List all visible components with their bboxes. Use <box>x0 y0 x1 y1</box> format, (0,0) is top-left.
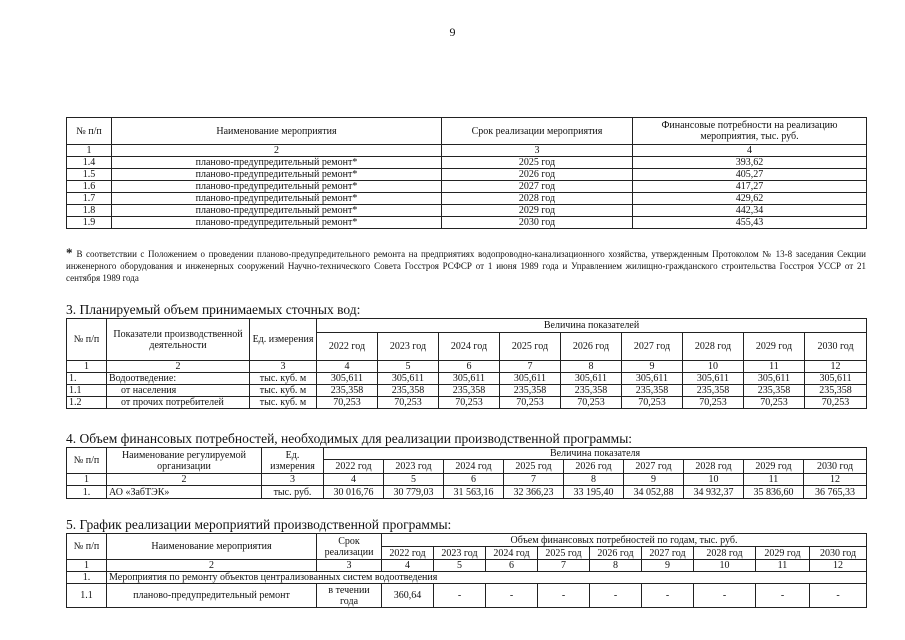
footnote <box>66 247 866 284</box>
row-term: в течении года <box>317 584 382 608</box>
col-number: 2 <box>112 145 442 157</box>
col-number: 7 <box>538 560 590 572</box>
row-value: - <box>434 584 486 608</box>
row-num: 1.6 <box>67 181 112 193</box>
row-value: 305,611 <box>439 373 500 385</box>
col-number: 9 <box>624 474 684 486</box>
year-header: 2030 год <box>804 460 867 474</box>
row-value: 305,611 <box>683 373 744 385</box>
col-number: 3 <box>442 145 633 157</box>
row-value: 70,253 <box>439 397 500 409</box>
header-values: Величина показателей <box>317 319 867 333</box>
col-number: 7 <box>504 474 564 486</box>
header-unit: Ед. измерения <box>250 319 317 361</box>
row-value: 235,358 <box>378 385 439 397</box>
header-num: № п/п <box>67 534 107 560</box>
year-header: 2023 год <box>434 547 486 560</box>
col-number: 4 <box>324 474 384 486</box>
row-unit: тыс. руб. <box>262 486 324 499</box>
row-num: 1.7 <box>67 193 112 205</box>
year-header: 2023 год <box>378 333 439 361</box>
row-num: 1. <box>67 486 107 499</box>
year-header: 2030 год <box>805 333 867 361</box>
row-value: - <box>538 584 590 608</box>
row-value: 305,611 <box>500 373 561 385</box>
table-row <box>67 217 867 229</box>
row-num: 1.1 <box>67 584 107 608</box>
header-name: Наименование мероприятия <box>112 118 442 145</box>
row-name: планово-предупредительный ремонт* <box>112 217 442 229</box>
row-term: 2030 год <box>442 217 633 229</box>
row-num: 1. <box>67 373 107 385</box>
year-header: 2025 год <box>504 460 564 474</box>
row-finance: 442,34 <box>633 205 867 217</box>
year-header: 2024 год <box>444 460 504 474</box>
row-unit: тыс. куб. м <box>250 397 317 409</box>
table-row <box>67 205 867 217</box>
col-number: 2 <box>107 560 317 572</box>
col-number: 7 <box>500 361 561 373</box>
year-header: 2024 год <box>439 333 500 361</box>
col-number: 11 <box>744 361 805 373</box>
col-number: 1 <box>67 474 107 486</box>
col-number: 3 <box>262 474 324 486</box>
row-finance: 405,27 <box>633 169 867 181</box>
row-value: 235,358 <box>744 385 805 397</box>
row-name: Водоотведение: <box>107 373 250 385</box>
row-name: планово-предупредительный ремонт* <box>112 181 442 193</box>
footnote-star: * <box>66 245 73 260</box>
row-value: 70,253 <box>683 397 744 409</box>
row-unit: тыс. куб. м <box>250 385 317 397</box>
year-header: 2022 год <box>324 460 384 474</box>
col-number: 5 <box>384 474 444 486</box>
header-unit: Ед. измерения <box>262 448 324 474</box>
row-unit: тыс. куб. м <box>250 373 317 385</box>
row-name: АО «ЗабТЭК» <box>107 486 262 499</box>
col-number: 10 <box>684 474 744 486</box>
measures-table <box>66 117 867 229</box>
row-num: 1.9 <box>67 217 112 229</box>
table-row <box>67 385 867 397</box>
row-value: - <box>810 584 867 608</box>
row-finance: 429,62 <box>633 193 867 205</box>
schedule-table <box>66 533 867 608</box>
header-term: Срок реализации <box>317 534 382 560</box>
row-num: 1.1 <box>67 385 107 397</box>
year-header: 2028 год <box>694 547 756 560</box>
col-number: 11 <box>756 560 810 572</box>
row-value: 305,611 <box>805 373 867 385</box>
table-row <box>67 169 867 181</box>
row-value: 235,358 <box>805 385 867 397</box>
year-header: 2029 год <box>744 460 804 474</box>
year-header: 2028 год <box>684 460 744 474</box>
header-name: Наименование мероприятия <box>107 534 317 560</box>
row-value: 235,358 <box>561 385 622 397</box>
header-num: № п/п <box>67 319 107 361</box>
row-num: 1.2 <box>67 397 107 409</box>
row-value: 235,358 <box>317 385 378 397</box>
table-row <box>67 193 867 205</box>
row-value: 305,611 <box>561 373 622 385</box>
header-num: № п/п <box>67 448 107 474</box>
group-name: Мероприятия по ремонту объектов централизованных систем водоотведения <box>107 572 867 584</box>
finance-needs-table <box>66 447 867 499</box>
row-term: 2026 год <box>442 169 633 181</box>
col-number: 4 <box>633 145 867 157</box>
row-value: 30 779,03 <box>384 486 444 499</box>
row-value: 70,253 <box>561 397 622 409</box>
row-value: 34 932,37 <box>684 486 744 499</box>
row-value: - <box>642 584 694 608</box>
year-header: 2030 год <box>810 547 867 560</box>
table-row <box>67 397 867 409</box>
row-num: 1.4 <box>67 157 112 169</box>
row-value: 70,253 <box>378 397 439 409</box>
row-term: 2025 год <box>442 157 633 169</box>
row-finance: 455,43 <box>633 217 867 229</box>
row-value: 305,611 <box>317 373 378 385</box>
col-number: 12 <box>810 560 867 572</box>
wastewater-table <box>66 318 867 409</box>
section4-title: 4. Объем финансовых потребностей, необходимых для реализации производственной программы: <box>66 431 633 446</box>
year-header: 2025 год <box>538 547 590 560</box>
row-value: 305,611 <box>744 373 805 385</box>
year-header: 2022 год <box>382 547 434 560</box>
table-row <box>67 181 867 193</box>
section3-title: 3. Планируемый объем принимаемых сточных вод: <box>66 302 361 317</box>
year-header: 2026 год <box>564 460 624 474</box>
row-value: 360,64 <box>382 584 434 608</box>
row-value: 70,253 <box>744 397 805 409</box>
row-name: планово-предупредительный ремонт <box>107 584 317 608</box>
col-number: 6 <box>444 474 504 486</box>
col-number: 3 <box>250 361 317 373</box>
row-value: 305,611 <box>622 373 683 385</box>
header-num: № п/п <box>67 118 112 145</box>
row-name: от населения <box>107 385 250 397</box>
col-number: 6 <box>486 560 538 572</box>
col-number: 1 <box>67 145 112 157</box>
col-number: 12 <box>805 361 867 373</box>
col-number: 3 <box>317 560 382 572</box>
year-header: 2028 год <box>683 333 744 361</box>
section5-title: 5. График реализации мероприятий производственной программы: <box>66 517 452 532</box>
row-value: 30 016,76 <box>324 486 384 499</box>
year-header: 2026 год <box>590 547 642 560</box>
row-name: от прочих потребителей <box>107 397 250 409</box>
page-number: 9 <box>449 25 456 39</box>
row-value: - <box>590 584 642 608</box>
row-value: 235,358 <box>622 385 683 397</box>
year-header: 2023 год <box>384 460 444 474</box>
col-number: 6 <box>439 361 500 373</box>
header-values: Величина показателя <box>324 448 867 460</box>
col-number: 1 <box>67 560 107 572</box>
row-value: 305,611 <box>378 373 439 385</box>
row-name: планово-предупредительный ремонт* <box>112 157 442 169</box>
row-value: 34 052,88 <box>624 486 684 499</box>
row-value: - <box>694 584 756 608</box>
row-value: 31 563,16 <box>444 486 504 499</box>
header-finance: Финансовые потребности на реализацию мероприятия, тыс. руб. <box>633 118 867 145</box>
col-number: 2 <box>107 474 262 486</box>
col-number: 8 <box>590 560 642 572</box>
row-num: 1.8 <box>67 205 112 217</box>
col-number: 2 <box>107 361 250 373</box>
footnote-text: В соответствии с Положением о проведении планово-предупредительного ремонта на предприятиях водопроводно-канализационного хозяйства, утвержденным Протоколом № 13-8 заседания Секции инженерного оборудования и инженерных сооружений Научно-технического Совета Госстроя РСФСР от 1 июня 1989 года и Управлением жилищно-гражданского строительства Госстроя УССР от 21 сентября 1989 года <box>66 249 866 283</box>
col-number: 12 <box>804 474 867 486</box>
col-number: 10 <box>694 560 756 572</box>
row-value: 235,358 <box>439 385 500 397</box>
col-number: 8 <box>564 474 624 486</box>
header-term: Срок реализации мероприятия <box>442 118 633 145</box>
row-value: 70,253 <box>622 397 683 409</box>
row-value: 235,358 <box>500 385 561 397</box>
measures-table-body <box>67 157 867 229</box>
col-number: 4 <box>317 361 378 373</box>
col-number: 5 <box>378 361 439 373</box>
year-header: 2027 год <box>622 333 683 361</box>
header-values: Объем финансовых потребностей по годам, тыс. руб. <box>382 534 867 547</box>
col-number: 11 <box>744 474 804 486</box>
col-number: 8 <box>561 361 622 373</box>
table-row <box>67 157 867 169</box>
row-value: - <box>486 584 538 608</box>
row-term: 2027 год <box>442 181 633 193</box>
row-value: 70,253 <box>805 397 867 409</box>
row-name: планово-предупредительный ремонт* <box>112 169 442 181</box>
row-term: 2028 год <box>442 193 633 205</box>
row-value: - <box>756 584 810 608</box>
table-row <box>67 486 867 499</box>
row-value: 35 836,60 <box>744 486 804 499</box>
table-row <box>67 373 867 385</box>
year-header: 2022 год <box>317 333 378 361</box>
year-header: 2026 год <box>561 333 622 361</box>
row-name: планово-предупредительный ремонт* <box>112 205 442 217</box>
row-finance: 393,62 <box>633 157 867 169</box>
year-header: 2027 год <box>624 460 684 474</box>
row-value: 36 765,33 <box>804 486 867 499</box>
row-value: 70,253 <box>500 397 561 409</box>
row-value: 70,253 <box>317 397 378 409</box>
year-header: 2029 год <box>756 547 810 560</box>
header-org: Наименование регулируемой организации <box>107 448 262 474</box>
year-header: 2025 год <box>500 333 561 361</box>
table-row <box>67 584 867 608</box>
row-value: 33 195,40 <box>564 486 624 499</box>
row-finance: 417,27 <box>633 181 867 193</box>
year-header: 2027 год <box>642 547 694 560</box>
row-num: 1.5 <box>67 169 112 181</box>
header-indicator: Показатели производственной деятельности <box>107 319 250 361</box>
row-name: планово-предупредительный ремонт* <box>112 193 442 205</box>
col-number: 1 <box>67 361 107 373</box>
row-value: 32 366,23 <box>504 486 564 499</box>
row-term: 2029 год <box>442 205 633 217</box>
year-header: 2024 год <box>486 547 538 560</box>
col-number: 4 <box>382 560 434 572</box>
col-number: 9 <box>642 560 694 572</box>
group-num: 1. <box>67 572 107 584</box>
col-number: 10 <box>683 361 744 373</box>
row-value: 235,358 <box>683 385 744 397</box>
col-number: 5 <box>434 560 486 572</box>
year-header: 2029 год <box>744 333 805 361</box>
col-number: 9 <box>622 361 683 373</box>
